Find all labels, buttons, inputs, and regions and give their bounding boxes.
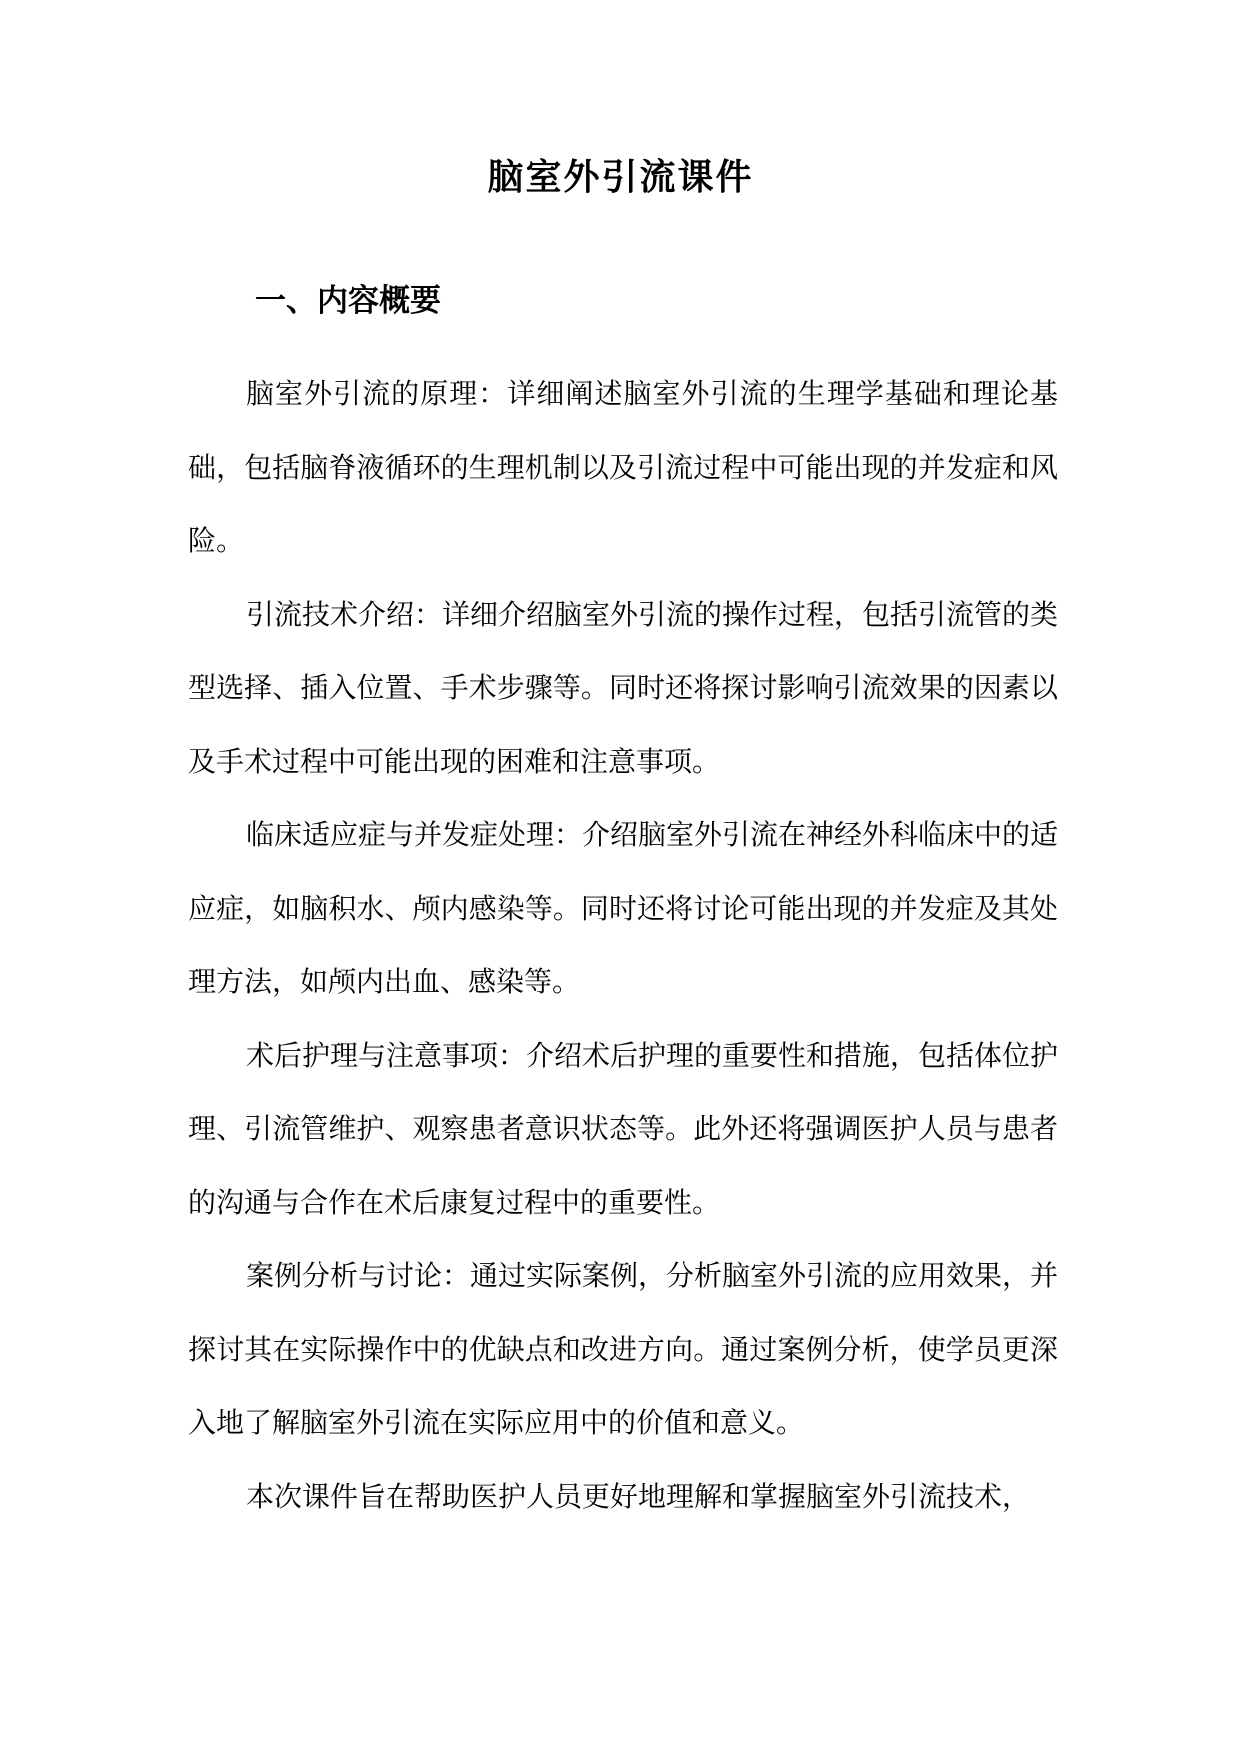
paragraph-principle: 脑室外引流的原理：详细阐述脑室外引流的生理学基础和理论基础，包括脑脊液循环的生理机制以及引流过程中可能出现的并发症和风险。 [188,377,1058,557]
paragraph-purpose: 本次课件旨在帮助医护人员更好地理解和掌握脑室外引流技术， [246,1479,1031,1513]
document-title: 脑室外引流课件 [487,157,754,198]
paragraph-case-analysis: 案例分析与讨论：通过实际案例，分析脑室外引流的应用效果，并探讨其在实际操作中的优缺点和改进方向。通过案例分析，使学员更深入地了解脑室外引流在实际应用中的价值和意义。 [188,1259,1059,1439]
section-heading: 一、内容概要 [255,283,441,319]
paragraph-technique: 引流技术介绍：详细介绍脑室外引流的操作过程，包括引流管的类型选择、插入位置、手术步骤等。同时还将探讨影响引流效果的因素以及手术过程中可能出现的困难和注意事项。 [188,597,1059,778]
paragraph-postoperative-care: 术后护理与注意事项：介绍术后护理的重要性和措施，包括体位护理、引流管维护、观察患者意识状态等。此外还将强调医护人员与患者的沟通与合作在术后康复过程中的重要性。 [188,1038,1059,1219]
paragraph-indications: 临床适应症与并发症处理：介绍脑室外引流在神经外科临床中的适应症，如脑积水、颅内感染等。同时还将讨论可能出现的并发症及其处理方法，如颅内出血、感染等。 [188,818,1059,998]
section-body [188,357,1058,1533]
